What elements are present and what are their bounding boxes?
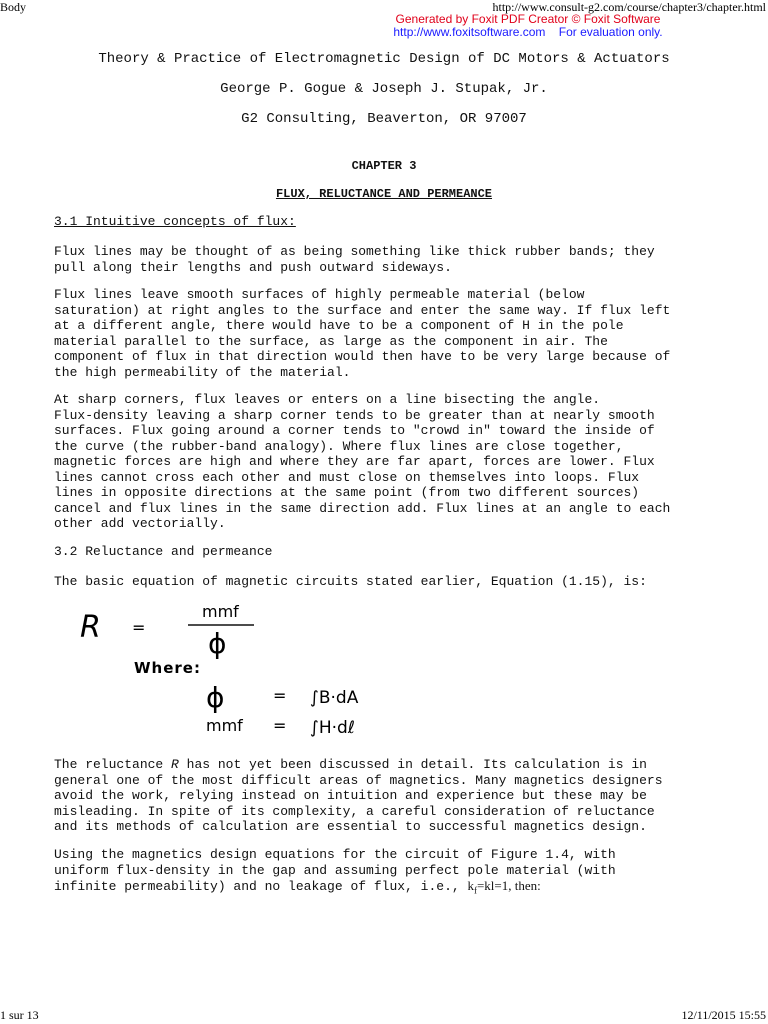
equation-numerator: mmf <box>202 602 239 621</box>
paragraph-text: Using the magnetics design equations for the circuit of Figure 1.4, with uniform flux-density in the gap and assuming perfect pole material (with infinite permeability) and no leakage of flux, i.e., <box>54 847 616 894</box>
paragraph <box>54 757 734 835</box>
equation-flux-integral: ∫B·dA <box>310 688 359 708</box>
k-symbol: k <box>467 878 474 893</box>
paragraph: The basic equation of magnetic circuits stated earlier, Equation (1.15), is: <box>54 574 647 589</box>
paragraph: At sharp corners, flux leaves or enters on a line bisecting the angle. Flux-density leaving a sharp corner tends to be greater than at nearly smooth surfaces. Flux going around a corner tends to "crowd in" toward the inside of the curve (the rubber-band analogy). Where flux lines are close together, magnetic forces are high and where they are far apart, forces are lower. Flux lines cannot cross each other and must close on themselves into loops. Flux lines in opposite directions at the same point (from two different sources) cancel and flux lines in the same direction add. Flux lines at an angle to each other add vectorially. <box>54 392 671 531</box>
document-authors: George P. Gogue & Joseph J. Stupak, Jr. <box>220 81 548 97</box>
watermark-line-2: http://www.foxitsoftware.com For evaluation only. <box>393 25 663 39</box>
paragraph: Flux lines may be thought of as being something like thick rubber bands; they pull along their lengths and push outward sideways. <box>54 244 655 275</box>
chapter-subtitle: FLUX, RELUCTANCE AND PERMEANCE <box>275 187 493 201</box>
paragraph-text: =kl=1, then: <box>476 878 541 893</box>
section-heading-3-1: 3.1 Intuitive concepts of flux: <box>54 214 296 229</box>
paragraph-text: The reluctance <box>54 757 172 772</box>
equation-flux-symbol: ϕ <box>206 681 225 714</box>
print-header-url: http://www.consult-g2.com/course/chapter3/chapter.html <box>492 0 766 14</box>
equation-mmf-symbol: mmf <box>206 716 243 735</box>
equation-equals: = <box>273 686 287 705</box>
document-title: Theory & Practice of Electromagnetic Design of DC Motors & Actuators <box>98 51 670 67</box>
reluctance-equation-figure <box>60 595 500 745</box>
print-header-title: Body <box>0 0 27 14</box>
paragraph: Flux lines leave smooth surfaces of highly permeable material (below saturation) at right angles to the surface and enter the same way. If flux left at a different angle, there would have to be a component of H in the pole material parallel to the surface, as large as the component in air. The component of flux in that direction would then have to be very large because of the high permeability of the material. <box>54 287 671 380</box>
chapter-label: CHAPTER 3 <box>351 159 417 173</box>
paragraph <box>54 847 734 899</box>
equation-denominator: ϕ <box>208 627 227 660</box>
document-affiliation: G2 Consulting, Beaverton, OR 97007 <box>241 111 527 127</box>
equation-reluctance-symbol: R <box>80 610 101 645</box>
k-coefficient <box>467 878 477 896</box>
section-heading-3-2: 3.2 Reluctance and permeance <box>54 544 273 559</box>
equation-equals: = <box>132 618 146 637</box>
equation-where-label: Where: <box>134 659 201 677</box>
watermark-line-1: Generated by Foxit PDF Creator © Foxit Software <box>395 12 661 26</box>
paragraph-text: has not yet been discussed in detail. Its calculation is in general one of the most difficult areas of magnetics. Many magnetics designers avoid the work, relying instead on intuition and experience but these may be misleading. In spite of its complexity, a careful consideration of reluctance and its methods of calculation are essential to successful magnetics design. <box>54 757 663 834</box>
reluctance-symbol-italic: R <box>171 757 179 772</box>
print-footer-page: 1 sur 13 <box>0 1008 39 1022</box>
print-footer-datetime: 12/11/2015 15:55 <box>681 1008 766 1022</box>
equation-equals: = <box>273 716 287 735</box>
k-subscript: f <box>473 885 477 896</box>
equation-mmf-integral: ∫H·dℓ <box>310 718 355 738</box>
